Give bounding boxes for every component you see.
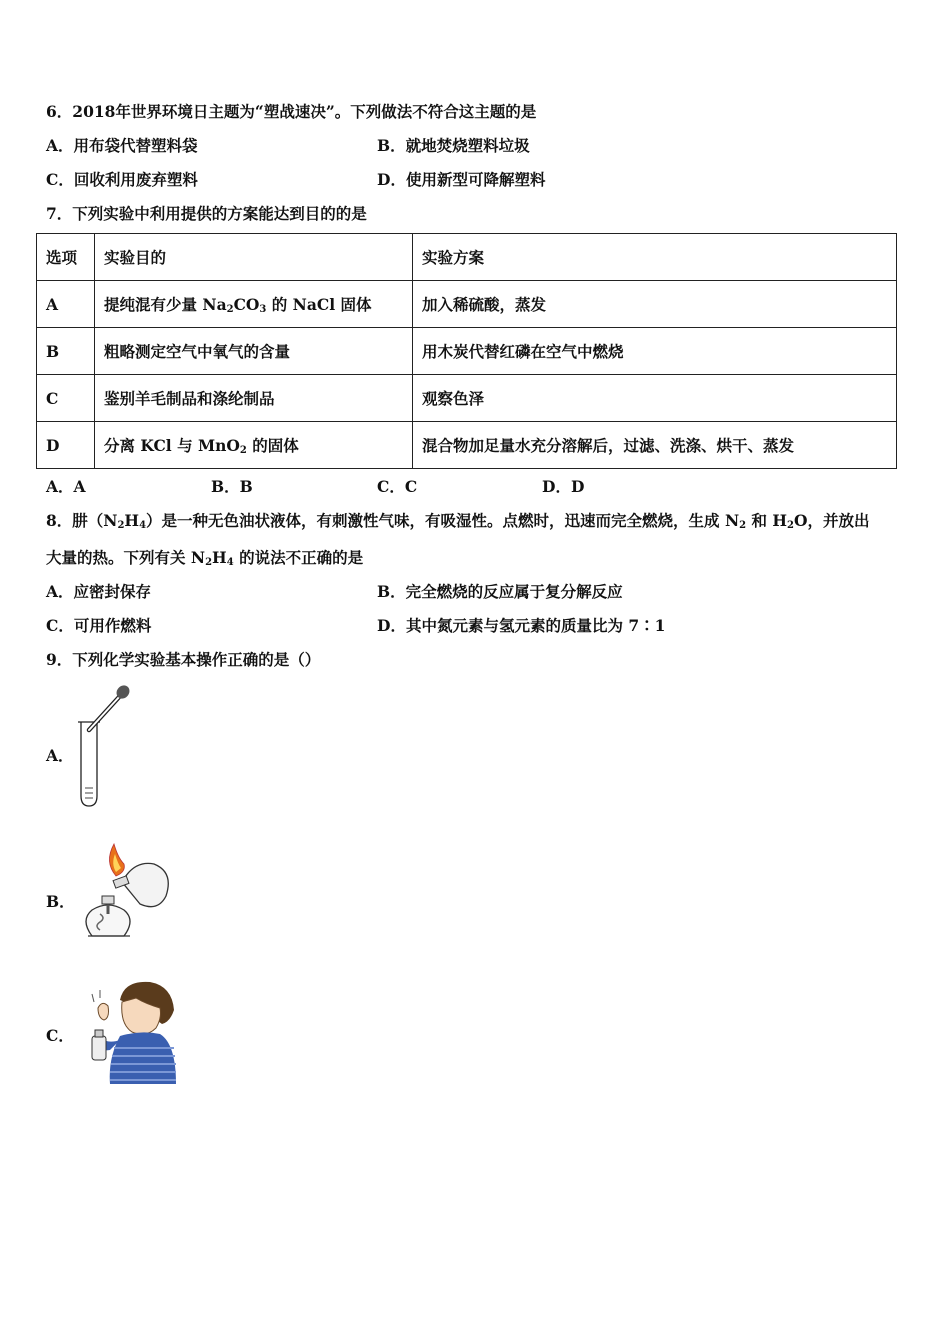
table-row xyxy=(37,281,897,328)
q8-option-c: C．可用作燃料 xyxy=(46,616,152,635)
alcohol-lamp-figure xyxy=(78,840,174,948)
table-row xyxy=(37,422,897,469)
q6-stem: 6．2018年世界环境日主题为“塑战速决”。下列做法不符合这主题的是 xyxy=(46,102,537,121)
student-smelling-figure xyxy=(80,978,180,1088)
table-cell-option: D xyxy=(37,422,95,469)
q7-stem: 7．下列实验中利用提供的方案能达到目的的是 xyxy=(46,204,367,223)
table-cell-goal: 鉴别羊毛制品和涤纶制品 xyxy=(95,375,413,422)
table-cell-goal: 提纯混有少量 $Na_2CO_3$ 的 NaCl 固体 xyxy=(95,281,413,328)
q7-option-c: C．C xyxy=(377,477,418,496)
table-cell-goal: 粗略测定空气中氧气的含量 xyxy=(95,328,413,375)
table-cell-goal: 分离 KCl 与 MnO$_2$ 的固体 xyxy=(95,422,413,469)
q8-option-b: B．完全燃烧的反应属于复分解反应 xyxy=(377,582,623,601)
table-cell-plan: 观察色泽 xyxy=(413,375,897,422)
q8-stem-line2: 大量的热。下列有关 $N_2H_4$ 的说法不正确的是 xyxy=(46,548,364,568)
q6-option-c: C．回收利用废弃塑料 xyxy=(46,170,198,189)
q6-option-d: D．使用新型可降解塑料 xyxy=(377,170,546,189)
table-header: 实验方案 xyxy=(413,234,897,281)
table-row xyxy=(37,375,897,422)
q9-stem: 9．下列化学实验基本操作正确的是（） xyxy=(46,650,321,669)
table-cell-option: B xyxy=(37,328,95,375)
q7-option-b: B．B xyxy=(211,477,253,496)
q9-option-c-label: C． xyxy=(46,1026,74,1045)
table-cell-option: C xyxy=(37,375,95,422)
table-cell-plan: 加入稀硫酸，蒸发 xyxy=(413,281,897,328)
q8-option-d: D．其中氮元素与氢元素的质量比为 7∶1 xyxy=(377,616,666,635)
dropper-test-tube-figure xyxy=(72,684,134,810)
table-header-row xyxy=(37,234,897,281)
q6-option-b: B．就地焚烧塑料垃圾 xyxy=(377,136,530,155)
table-cell-plan: 用木炭代替红磷在空气中燃烧 xyxy=(413,328,897,375)
table-cell-plan: 混合物加足量水充分溶解后，过滤、洗涤、烘干、蒸发 xyxy=(413,422,897,469)
q9-option-b-label: B． xyxy=(46,892,75,911)
table-row xyxy=(37,328,897,375)
q7-option-d: D．D xyxy=(542,477,585,496)
experiment-table xyxy=(36,233,897,469)
table-cell-option: A xyxy=(37,281,95,328)
q9-option-a-label: A． xyxy=(46,746,74,765)
q8-option-a: A．应密封保存 xyxy=(46,582,152,601)
table-header: 选项 xyxy=(37,234,95,281)
q7-option-a: A．A xyxy=(46,477,86,496)
table-header: 实验目的 xyxy=(95,234,413,281)
q8-stem-line1: 8．肼$(N_2H_4)$是一种无色油状液体，有刺激性气味，有吸湿性。点燃时，迅速而完全燃烧，生成 $N_2$ 和 $H_2O$，并放出 xyxy=(46,511,870,531)
q6-option-a: A．用布袋代替塑料袋 xyxy=(46,136,198,155)
